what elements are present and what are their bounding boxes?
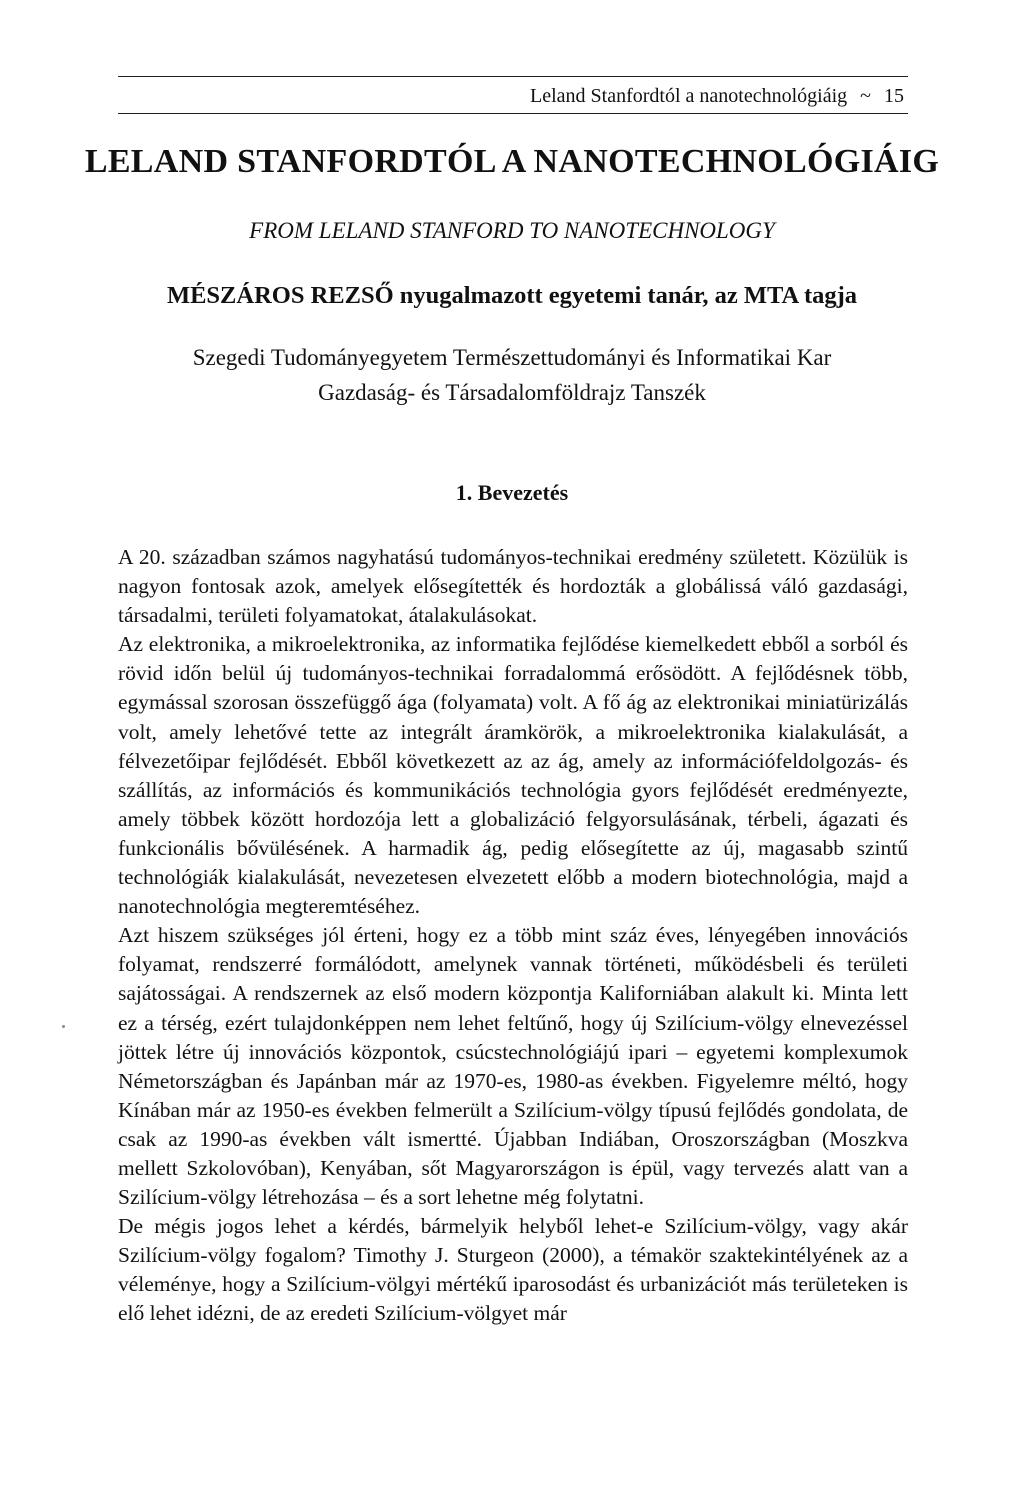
article-title: LELAND STANFORDTÓL A NANOTECHNOLÓGIÁIG xyxy=(84,143,940,180)
paragraph-2: Az elektronika, a mikroelektronika, az informatika fejlődése kiemelkedett ebből a sorból és rövid időn belül új tudományos-technikai forradalommá erősödött. A fejlődésnek több, egymással szorosan összefüggő ága (folyamata) volt. A fő ág az elektronikai miniatürizálás volt, amely lehetővé tette az integrált áramkörök, a mikroelektronika kialakulását, a félvezetőipar fejlődését. Ebből következett az az ág, amely az információfeldolgozás- és szállítás, az információs és kommunikációs technológia gyors fejlődését eredményezte, amely többek között hordozója lett a globalizáció felgyorsulásának, térbeli, ágazati és funkcionális bővülésének. A harmadik ág, pedig elősegítette az új, magasabb szintű technológiák kialakulását, nevezetesen elvezetett előbb a modern biotechnológia, majd a nanotechnológia megteremtéséhez. xyxy=(118,632,908,919)
page-number: 15 xyxy=(884,85,904,107)
running-header-title: Leland Stanfordtól a nanotechnológiáig xyxy=(530,85,848,107)
article-subtitle: FROM LELAND STANFORD TO NANOTECHNOLOGY xyxy=(249,218,775,243)
running-header-text xyxy=(530,85,904,108)
affiliation-line-1: Szegedi Tudományegyetem Természettudományi és Informatikai Kar xyxy=(192,345,832,370)
affiliation-line-2: Gazdaság- és Társadalomföldrajz Tanszék xyxy=(318,380,706,405)
paragraph-1: A 20. században számos nagyhatású tudományos-technikai eredmény született. Közülük is nagyon fontosak azok, amelyek elősegítették és hordozták a globálissá váló gazdasági, társadalmi, területi folyamatokat, átalakulásokat. xyxy=(118,545,908,628)
margin-dot xyxy=(62,1025,65,1028)
running-header-separator: ~ xyxy=(860,85,871,107)
body-text xyxy=(118,543,908,1329)
author-line: MÉSZÁROS REZSŐ nyugalmazott egyetemi tanár, az MTA tagja xyxy=(166,282,858,309)
section-heading: 1. Bevezetés xyxy=(455,480,569,505)
paragraph-3: Azt hiszem szükséges jól érteni, hogy ez a több mint száz éves, lényegében innovációs folyamat, rendszerré formálódott, amelynek vannak történeti, működésbeli és területi sajátosságai. A rendszernek az első modern központja Kaliforniában alakult ki. Minta lett ez a térség, ezért tulajdonképpen nem lehet feltűnő, hogy új Szilícium-völgy elnevezéssel jöttek létre új innovációs központok, csúcstechnológiájú ipari – egyetemi komplexumok Németországban és Japánban már az 1970-es, 1980-as években. Figyelemre méltó, hogy Kínában már az 1950-es években felmerült a Szilícium-völgy típusú fejlődés gondolata, de csak az 1990-as években vált ismertté. Újabban Indiában, Oroszországban (Moszkva mellett Szkolovóban), Kenyában, sőt Magyarországon is épül, vagy tervezés alatt van a Szilícium-völgy létrehozása – és a sort lehetne még folytatni. xyxy=(118,923,908,1210)
paragraph-4: De mégis jogos lehet a kérdés, bármelyik helyből lehet-e Szilícium-völgy, vagy akár Szilícium-völgy fogalom? Timothy J. Sturgeon (2000), a témakör szaktekintélyének az a véleménye, hogy a Szilícium-völgyi mértékű iparosodást és urbanizációt más területeken is elő lehet idézni, de az eredeti Szilícium-völgyet már xyxy=(118,1214,908,1326)
running-header xyxy=(118,76,908,114)
